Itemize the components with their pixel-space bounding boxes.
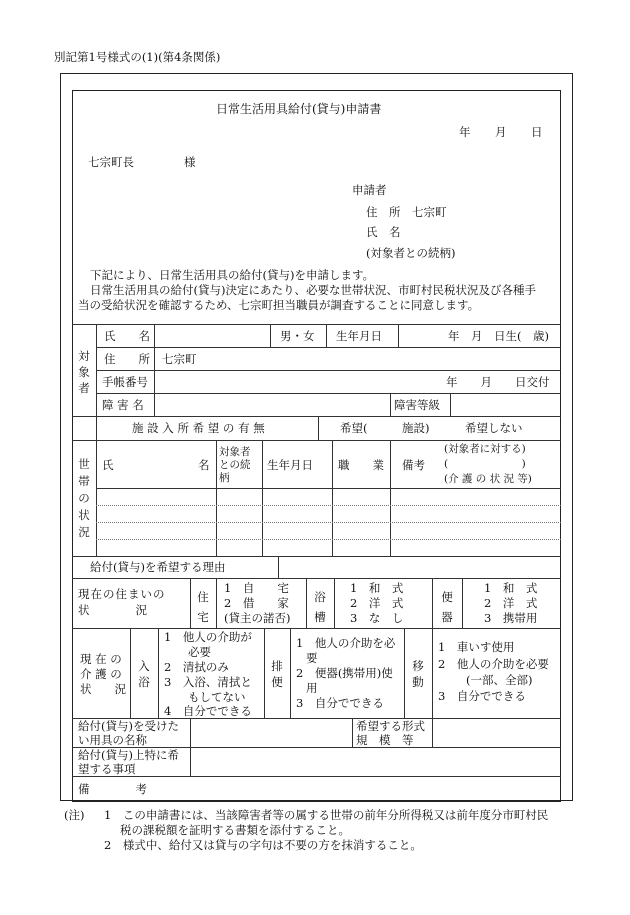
bath-opt-3[interactable]: 3 な し — [350, 611, 404, 625]
facility-want[interactable]: 希望( 施設) — [340, 421, 430, 435]
applicant-relation-label: (対象者との続柄) — [366, 246, 456, 260]
subject-address-value[interactable]: 七宗町 — [162, 352, 197, 366]
disability-name-label: 障 害 名 — [102, 398, 144, 412]
body-line-2: 日常生活用具の給付(貸与)決定にあたり、必要な世帯状況、市町村民税状況及び各種手 — [90, 283, 536, 297]
special-request-label-1: 給付(貸与)上特に希 — [78, 748, 179, 762]
household-col-name-b: 名 — [198, 458, 210, 472]
handbook-issued[interactable]: 年 月 日交付 — [446, 375, 550, 389]
facility-no[interactable]: 希望しない — [465, 421, 523, 435]
remarks-label: 備 考 — [78, 782, 147, 796]
toilet-opt-2[interactable]: 2 洋 式 — [484, 596, 538, 610]
date-year[interactable]: 年 — [459, 125, 471, 139]
birth-label: 生年月日 — [336, 329, 382, 343]
disability-grade-label: 障害等級 — [394, 398, 440, 412]
toilet-opt-3[interactable]: 3 携帯用 — [484, 611, 538, 625]
subject-section-label: 対象者 — [78, 349, 90, 395]
mobility-opt-1[interactable]: 1 車いす使用 — [438, 640, 515, 654]
household-col-notes: 備考 — [402, 458, 425, 472]
bath-label: 浴槽 — [314, 590, 326, 624]
handbook-label: 手帳番号 — [102, 375, 148, 389]
applicant-address-value[interactable]: 七宗町 — [412, 205, 447, 219]
mobility-opt-2[interactable]: 2 他人の介助を必要 — [438, 657, 549, 671]
form-number-label: 別記第1号様式の(1)(第4条関係) — [54, 50, 221, 64]
household-col-birth: 生年月日 — [267, 458, 313, 472]
addressee-honorific: 様 — [184, 155, 196, 169]
gender-select[interactable]: 男・女 — [280, 329, 315, 343]
bathing-opt-4[interactable]: 4 自分でできる — [164, 704, 252, 718]
item-name-label-2: い用具の名称 — [78, 733, 147, 747]
mobility-label: 移動 — [412, 659, 424, 689]
mobility-opt-2b: (一部、全部) — [466, 673, 533, 687]
body-line-3: 当の受給状況を確認するため、七宗町担当職員が調査することに同意します。 — [78, 298, 480, 312]
household-section-label: 世帯の状況 — [78, 457, 90, 539]
mobility-opt-3[interactable]: 3 自分でできる — [438, 689, 526, 703]
date-month[interactable]: 月 — [495, 125, 507, 139]
body-line-1: 下記により、日常生活用具の給付(貸与)を申請します。 — [90, 268, 375, 282]
excretion-opt-2[interactable]: 2 便器(携帯用)使 — [296, 666, 393, 680]
applicant-name-label: 氏 名 — [366, 225, 401, 239]
excretion-opt-1b: 要 — [306, 651, 318, 665]
item-spec-label-1: 希望する形式 — [356, 719, 425, 733]
living-label-2: 状 況 — [78, 603, 147, 617]
applicant-address-label: 住 所 — [366, 205, 401, 219]
housing-opt-1[interactable]: 1 自 宅 — [224, 581, 289, 595]
note-1b: 税の課税額を証明する書類を添付すること。 — [120, 823, 350, 837]
excretion-opt-3[interactable]: 3 自分でできる — [296, 696, 384, 710]
excretion-opt-2b: 用 — [306, 681, 318, 695]
form-title: 日常生活用具給付(貸与)申請書 — [216, 102, 382, 116]
toilet-opt-1[interactable]: 1 和 式 — [484, 581, 538, 595]
toilet-label: 便器 — [441, 590, 453, 624]
note-2: 2 様式中、給付又は貸与の字句は不要の方を抹消すること。 — [104, 838, 422, 852]
note-1: 1 この申請書には、当該障害者等の属する世帯の前年分所得税又は前年度分市町村民 — [104, 808, 549, 822]
household-notes-line-3: (介 護 の 状 況 等) — [444, 473, 532, 485]
applicant-label: 申請者 — [352, 183, 387, 197]
bathing-opt-3b: もしてない — [188, 690, 246, 704]
care-label-1: 現 在 の — [80, 652, 122, 666]
excretion-opt-1[interactable]: 1 他人の介助を必 — [296, 636, 396, 650]
date-day[interactable]: 日 — [531, 125, 543, 139]
excretion-label: 排便 — [271, 659, 283, 689]
special-request-label-2: 望する事項 — [78, 762, 136, 776]
bathing-label: 入浴 — [138, 659, 150, 689]
item-spec-label-2: 規 模 等 — [356, 733, 414, 747]
bathing-opt-3[interactable]: 3 入浴、清拭と — [164, 675, 252, 689]
bathing-opt-2[interactable]: 2 清拭のみ — [164, 660, 229, 674]
reason-label: 給付(貸与)を希望する理由 — [90, 560, 226, 574]
facility-label: 施 設 入 所 希 望 の 有 無 — [132, 421, 265, 435]
bathing-opt-1[interactable]: 1 他人の介助が — [164, 630, 252, 644]
item-name-label-1: 給付(貸与)を受けた — [78, 719, 179, 733]
household-col-name-a: 氏 — [102, 458, 114, 472]
living-label-1: 現在の住まいの — [78, 587, 166, 601]
bath-opt-2[interactable]: 2 洋 式 — [350, 596, 404, 610]
household-notes-line-1: (対象者に対する) — [444, 443, 526, 455]
housing-opt-2[interactable]: 2 借 家 — [224, 596, 289, 610]
subject-name-label: 氏 名 — [104, 329, 150, 343]
addressee: 七宗町長 — [88, 155, 134, 169]
care-label-2: 介 護 の — [80, 667, 122, 681]
household-notes-line-2: ( ) — [444, 458, 526, 470]
housing-label: 住宅 — [197, 590, 209, 624]
birth-value[interactable]: 年 月 日生( 歳) — [448, 329, 549, 343]
subject-address-label: 住 所 — [104, 352, 150, 366]
household-col-relation: 対象者との続柄 — [219, 446, 251, 484]
care-label-3: 状 況 — [80, 682, 126, 696]
notes-prefix: (注) — [64, 808, 85, 822]
household-col-job: 職 業 — [338, 458, 384, 472]
housing-opt-3[interactable]: (貸主の諾否) — [224, 611, 291, 625]
bathing-opt-1b: 必要 — [188, 645, 211, 659]
bath-opt-1[interactable]: 1 和 式 — [350, 581, 404, 595]
